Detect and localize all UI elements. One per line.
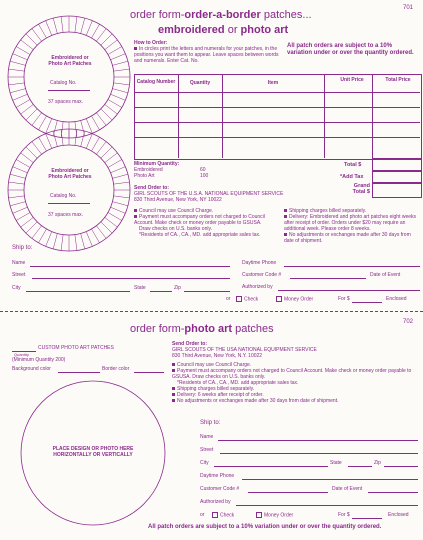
col-catalog: Catalog Number [136, 79, 176, 85]
circle1-label: Embroidered or Photo Art Patches [48, 55, 92, 67]
min-qty-label: Minimum Quantity: [134, 161, 180, 167]
form2-or-label: or [200, 512, 205, 518]
form2-for-amount-label: For $ [338, 512, 350, 518]
form2-money-order-checkbox[interactable] [256, 512, 262, 518]
form2-city-field[interactable] [214, 466, 328, 467]
form2-footer-notice: All patch orders are subject to a 10% variation under or over the quantity ordered. [148, 524, 382, 530]
bullet-item: No adjustments or exchanges made after 30 days from date of shipment. [172, 398, 418, 404]
background-color-label: Background color [12, 366, 51, 372]
subtitle-photo-art: photo art [240, 24, 289, 36]
title-bold: order-a-border [184, 9, 261, 21]
title2-bold: photo art [184, 323, 233, 335]
form2-daytime-phone-field[interactable] [242, 479, 418, 480]
bullet-item: Delivery: Embroidered and photo art patches eight weeks after receipt of order. Orders under $20 may require an additional week. Please order 8 weeks. [284, 214, 417, 232]
bullets-right [284, 208, 420, 244]
border-color-field[interactable] [134, 372, 164, 373]
enclosed-label: Enclosed [386, 296, 407, 302]
form2-name-label: Name [200, 434, 214, 440]
circle1-spaces: 37 spaces max. [48, 99, 84, 105]
bullet-item: Payment must accompany orders not charged to Council Account. Make check or money order payable to GSUSA. Draw checks on U.S. banks only. [172, 368, 412, 380]
form2-number: 702 [403, 319, 414, 325]
money-order-option[interactable]: Money Order [276, 296, 313, 302]
form2-ship-to-label: Ship to: [200, 420, 221, 426]
min-photo-label: Photo Art [134, 173, 155, 179]
form-title [130, 9, 312, 21]
total-label: Total $ [344, 162, 362, 168]
col-unit-price: Unit Price [340, 77, 364, 83]
cut-line [0, 311, 423, 312]
form2-customer-code-label: Customer Code # [200, 486, 240, 492]
form2-zip-field[interactable] [384, 466, 418, 467]
form2-street-label: Street [200, 447, 214, 453]
send-to-address: 830 Third Avenue, New York, NY 10022 [134, 197, 222, 203]
check-option[interactable]: Check [236, 296, 258, 302]
form2-send-to-org: GIRL SCOUTS OF THE USA NATIONAL EQUIPMENT SERVICE [172, 347, 317, 353]
form2-send-to-label: Send Order to: [172, 341, 208, 347]
title-prefix: order form- [130, 9, 185, 21]
zip-label: Zip [174, 285, 181, 291]
form2-date-event-label: Date of Event [332, 486, 363, 492]
amount-field[interactable] [352, 302, 382, 303]
col-item: Item [267, 80, 279, 86]
circle2-label: Embroidered or Photo Art Patches [48, 168, 92, 180]
form2-bullets [172, 362, 418, 404]
bullet-item: No adjustments or exchanges made after 30 days from date of shipment. [284, 232, 411, 244]
bullet-item: Council may use Council Charge. [172, 362, 418, 368]
form2-title [130, 323, 274, 335]
min-embroidered-value: 60 [200, 167, 206, 173]
form2-customer-code-field[interactable] [248, 492, 328, 493]
name-field[interactable] [30, 266, 230, 267]
quantity-label: Quantity [14, 352, 29, 357]
form2-state-field[interactable] [348, 466, 372, 467]
circle2-catalog-line[interactable] [48, 203, 90, 204]
form2-check-checkbox[interactable] [212, 512, 218, 518]
title2-suffix: patches [232, 323, 274, 335]
form2-check-option[interactable]: Check [212, 512, 234, 518]
date-event-label: Date of Event [370, 272, 401, 278]
min-embroidered-label: Embroidered [134, 167, 163, 173]
how-to-text: In circles print the letters and numerals for your patches, in the positions you want them to appear. Leave spaces between words and numerals. Enter Cat. No. [134, 46, 279, 64]
variation-notice: All patch orders are subject to a 10% variation under or over the quantity ordered. [287, 43, 414, 56]
subtitle-or: or [224, 24, 241, 36]
grand-total-box[interactable] [372, 182, 422, 198]
circle1-catalog: Catalog No. [50, 80, 77, 86]
form2-money-order-option[interactable]: Money Order [256, 512, 293, 518]
form2-name-field[interactable] [218, 440, 418, 441]
form-subtitle [158, 24, 288, 36]
authorized-label: Authorized by [242, 284, 273, 290]
min-qty-note: (Minimum Quantity 200) [12, 357, 66, 363]
or-label: or [226, 296, 231, 302]
form2-enclosed-label: Enclosed [388, 512, 409, 518]
bullet-item: Payment must accompany orders not charged to Council Account. Make check or money order payable to GSUSA. [134, 214, 265, 226]
photo-circle-text: PLACE DESIGN OR PHOTO HERE HORIZONTALLY OR VERTICALLY [52, 446, 134, 458]
bullets-left [134, 208, 274, 238]
form2-daytime-phone-label: Daytime Phone [200, 473, 235, 479]
check-checkbox[interactable] [236, 296, 242, 302]
bullet-item: Draw checks on U.S. banks only. [139, 226, 212, 232]
form2-zip-label: Zip [374, 460, 381, 466]
col-total-price: Total Price [385, 77, 411, 83]
bullet-item: Shipping charges billed separately. [284, 208, 420, 214]
patch-circle-1[interactable] [8, 16, 130, 138]
daytime-phone-label: Daytime Phone [242, 260, 277, 266]
form2-city-label: City [200, 460, 209, 466]
circle1-catalog-line[interactable] [48, 90, 90, 91]
form2-amount-field[interactable] [352, 518, 382, 519]
daytime-phone-field[interactable] [284, 266, 420, 267]
circle2-spaces: 37 spaces max. [48, 212, 84, 218]
authorized-field[interactable] [278, 290, 420, 291]
form2-state-label: State [330, 460, 342, 466]
col-quantity: Quantity [189, 80, 211, 86]
customer-code-label: Customer Code # [242, 272, 282, 278]
min-photo-value: 100 [200, 173, 209, 179]
bullet-item: *Residents of CA., CA., MD. add appropriate sales tax. [177, 380, 299, 386]
send-to-org: GIRL SCOUTS OF THE U.S.A. NATIONAL EQUIPMENT SERVICE [134, 191, 284, 197]
patch-circles [4, 14, 134, 254]
ship-to-label: Ship to: [12, 245, 33, 251]
state-field[interactable] [150, 291, 172, 292]
form2-send-to-address: 830 Third Avenue, New York, N.Y. 10022 [172, 353, 263, 359]
form2-date-event-field[interactable] [368, 492, 418, 493]
title2-prefix: order form- [130, 323, 185, 335]
name-label: Name [12, 260, 26, 266]
city-field[interactable] [26, 291, 130, 292]
money-order-checkbox[interactable] [276, 296, 282, 302]
how-to-heading: How to Order: [134, 40, 168, 46]
bullet-item: Council may use Council Charge. [134, 208, 274, 214]
subtitle-embroidered: embroidered [158, 24, 225, 36]
form2-street-field[interactable] [220, 453, 418, 454]
for-amount-label: For $ [338, 296, 350, 302]
city-label: City [12, 285, 21, 291]
circle2-catalog: Catalog No. [50, 193, 77, 199]
patch-circle-2[interactable] [8, 129, 130, 251]
custom-label: CUSTOM PHOTO ART PATCHES [38, 345, 114, 351]
send-to-label: Send Order to: [134, 185, 170, 191]
add-tax-label: *Add Tax [340, 174, 364, 180]
background-color-field[interactable] [58, 372, 100, 373]
street-field[interactable] [32, 278, 230, 279]
bullet-item: Shipping charges billed separately. [172, 386, 418, 392]
form-number: 701 [403, 5, 414, 11]
street-label: Street [12, 272, 26, 278]
grand-total-label: Grand Total $ [352, 183, 370, 195]
border-color-label: Border color [102, 366, 130, 372]
customer-code-field[interactable] [290, 278, 366, 279]
state-label: State [134, 285, 146, 291]
zip-field[interactable] [184, 291, 230, 292]
bullet-item: Delivery: 6 weeks after receipt of order. [172, 392, 418, 398]
title-suffix: patches... [260, 9, 312, 21]
form2-authorized-field[interactable] [236, 505, 418, 506]
bullet-item: *Residents of CA., CA., MD. add appropriate sales tax. [139, 232, 261, 238]
form2-authorized-label: Authorized by [200, 499, 231, 505]
